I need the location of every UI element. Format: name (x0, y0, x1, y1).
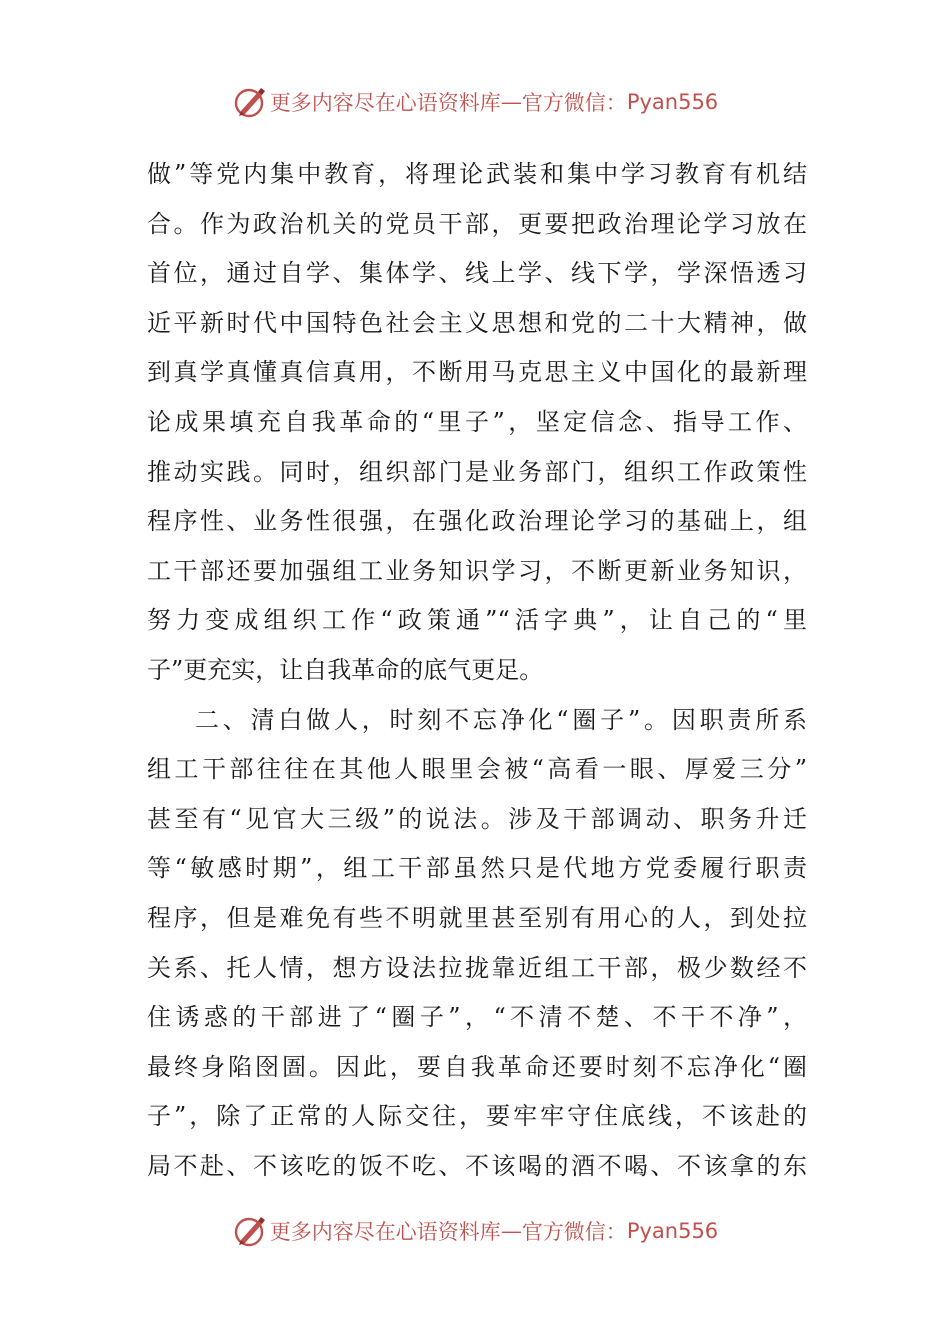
text-line: 二、清白做人，时刻不忘净化“圈子”。因职责所系 (195, 705, 807, 734)
banner-wechat-label: 官方微信： (521, 91, 627, 115)
text-line: 最终身陷囹圄。因此，要自我革命还要时刻不忘净化“圈 (147, 1052, 807, 1081)
text-line: 近平新时代中国特色社会主义思想和党的二十大精神，做 (147, 308, 807, 337)
text-line: 住诱惑的干部进了“圈子”，“不清不楚、不干不净”， (147, 1003, 807, 1032)
paragraph-2 (147, 696, 807, 1192)
text-line: 首位，通过自学、集体学、线上学、线下学，学深悟透习 (147, 259, 807, 288)
text-line: 甚至有“见官大三级”的说法。涉及干部调动、职务升迁 (147, 804, 807, 833)
text-line: 到真学真懂真信真用，不断用马克思主义中国化的最新理 (147, 358, 807, 387)
text-line: 组工干部往往在其他人眼里会被“高看一眼、厚爱三分” (147, 755, 807, 784)
pen-logo-icon (232, 84, 268, 120)
header-banner (0, 82, 950, 122)
text-line: 子”更充实，让自我革命的底气更足。 (147, 655, 544, 684)
text-line: 推动实践。同时，组织部门是业务部门，组织工作政策性 (147, 457, 807, 486)
text-line: 努力变成组织工作“政策通”“活字典”，让自己的“里 (147, 606, 807, 635)
text-line: 做”等党内集中教育，将理论武装和集中学习教育有机结 (147, 160, 807, 188)
text-line: 关系、托人情，想方设法拉拢靠近组工干部，极少数经不 (147, 953, 807, 982)
text-line: 合。作为政治机关的党员干部，更要把政治理论学习放在 (147, 209, 807, 238)
banner-site-text: 更多内容尽在心语资料库 (269, 91, 501, 115)
text-line: 工干部还要加强组工业务知识学习，不断更新业务知识， (147, 556, 807, 585)
pen-logo-icon (232, 1213, 268, 1249)
text-line: 程序性、业务性很强，在强化政治理论学习的基础上，组 (147, 507, 807, 536)
paragraph-1 (147, 150, 807, 696)
banner-dash: — (500, 90, 522, 114)
text-line: 论成果填充自我革命的“里子”，坚定信念、指导工作、 (147, 407, 807, 436)
text-line: 程序，但是难免有些不明就里甚至别有用心的人，到处拉 (147, 903, 807, 932)
banner-site-text: 更多内容尽在心语资料库 (269, 1220, 501, 1244)
text-line: 子”，除了正常的人际交往，要牢牢守住底线，不该赴的 (147, 1102, 807, 1131)
banner-wechat-id: Pyan556 (626, 1219, 719, 1243)
banner-wechat-id: Pyan556 (626, 90, 719, 114)
text-line: 等“敏感时期”，组工干部虽然只是代地方党委履行职责 (147, 854, 807, 883)
footer-banner (0, 1211, 950, 1251)
document-body (147, 150, 807, 1191)
banner-wechat-label: 官方微信： (521, 1220, 627, 1244)
text-line: 局不赴、不该吃的饭不吃、不该喝的酒不喝、不该拿的东 (147, 1151, 807, 1180)
banner-dash: — (500, 1219, 522, 1243)
